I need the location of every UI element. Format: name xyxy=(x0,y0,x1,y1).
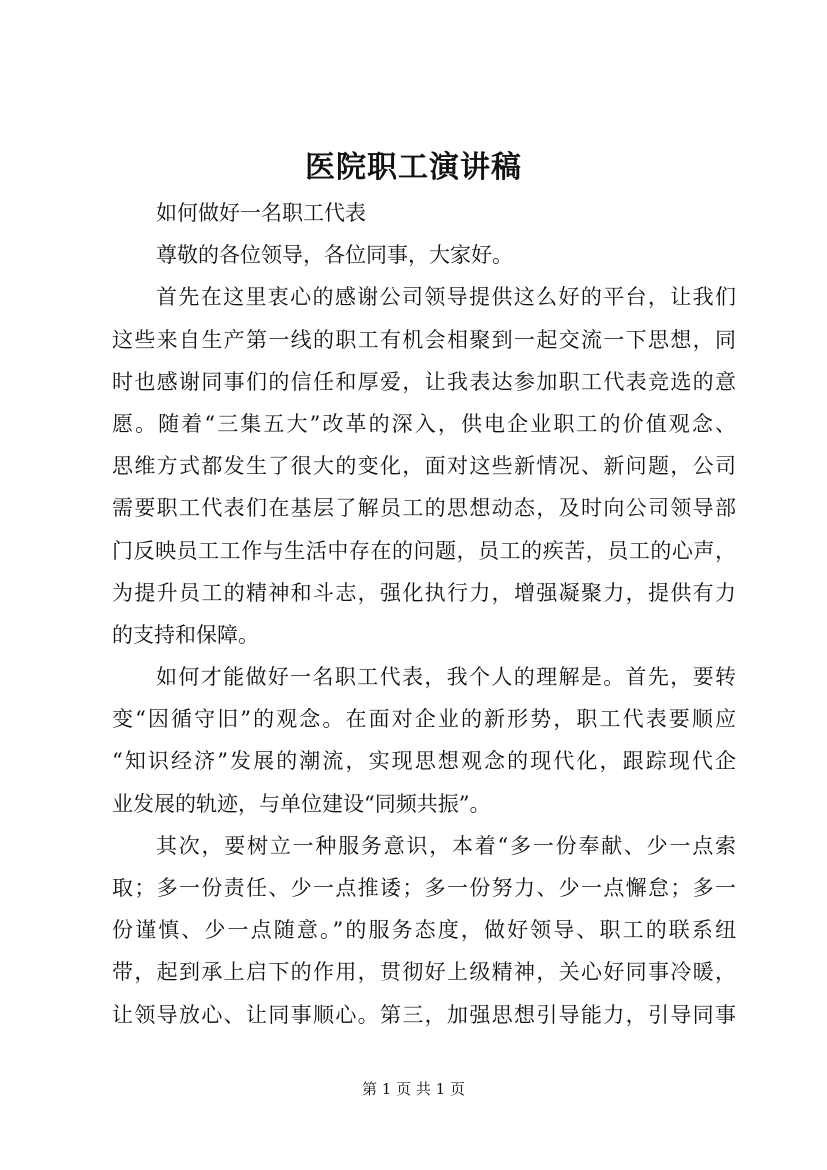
text-line: 时也感谢同事们的信任和厚爱，让我表达参加职工代表竞选的意 xyxy=(112,369,736,394)
text-line: 门反映员工工作与生活中存在的问题，员工的疾苦，员工的心声， xyxy=(112,538,736,563)
page-footer: 第 1 页 共 1 页 xyxy=(362,1080,465,1098)
text-line: 需要职工代表们在基层了解员工的思想动态，及时向公司领导部 xyxy=(112,496,736,521)
text-line: 这些来自生产第一线的职工有机会相聚到一起交流一下思想，同 xyxy=(112,327,736,352)
text-line: 让领导放心、让同事顺心。第三，加强思想引导能力，引导同事 xyxy=(112,1002,736,1027)
text-line: 为提升员工的精神和斗志，强化执行力，增强凝聚力，提供有力 xyxy=(112,580,736,605)
text-line: 愿。随着“三集五大”改革的深入，供电企业职工的价值观念、 xyxy=(112,411,736,436)
text-line: “知识经济”发展的潮流，实现思想观念的现代化，跟踪现代企 xyxy=(112,749,736,774)
text-line: 首先在这里衷心的感谢公司领导提供这么好的平台，让我们 xyxy=(156,285,736,310)
text-line: 份谨慎、少一点随意。”的服务态度，做好领导、职工的联系纽 xyxy=(112,918,736,943)
document-title: 医院职工演讲稿 xyxy=(305,150,522,185)
text-line: 取；多一份责任、少一点推诿；多一份努力、少一点懈怠；多一 xyxy=(112,876,736,900)
text-line: 尊敬的各位领导，各位同事，大家好。 xyxy=(156,243,513,268)
text-line: 的支持和保障。 xyxy=(112,622,259,647)
text-line: 业发展的轨迹，与单位建设“同频共振”。 xyxy=(112,791,491,816)
text-line: 变“因循守旧”的观念。在面对企业的新形势，职工代表要顺应 xyxy=(112,707,736,732)
text-line: 思维方式都发生了很大的变化，面对这些新情况、新问题，公司 xyxy=(112,454,736,479)
text-line: 其次，要树立一种服务意识，本着“多一份奉献、少一点索 xyxy=(156,833,736,858)
text-line: 如何做好一名职工代表 xyxy=(156,201,366,225)
document-body xyxy=(112,192,736,1036)
text-line: 带，起到承上启下的作用，贯彻好上级精神，关心好同事冷暖， xyxy=(112,960,736,985)
text-line: 如何才能做好一名职工代表，我个人的理解是。首先，要转 xyxy=(156,665,736,690)
